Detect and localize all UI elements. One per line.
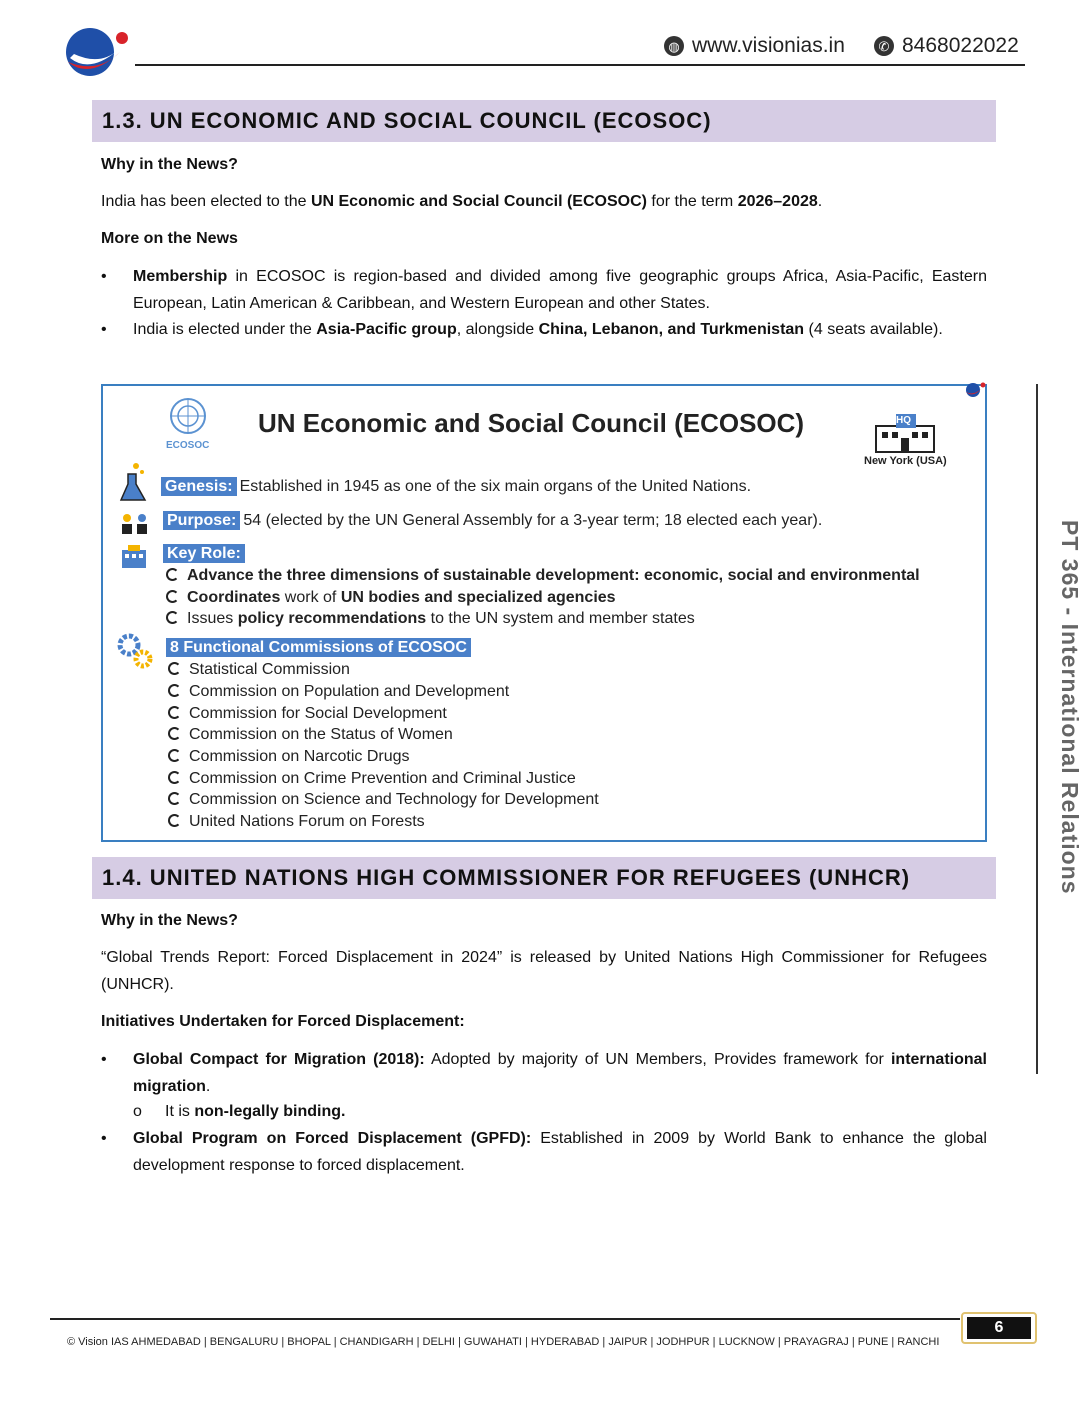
list-item: • Global Compact for Migration (2018): Adopted by majority of UN Members, Provides framework for international migration. <box>101 1051 987 1095</box>
bullet-arrow-icon <box>168 706 181 719</box>
bullet-arrow-icon <box>168 727 181 740</box>
ecosoc-logo-text: ECOSOC <box>166 440 210 451</box>
sub-list-item: o It is non-legally binding. <box>133 1103 346 1120</box>
key-role-label: Key Role: <box>163 544 245 563</box>
list-item: Commission on Crime Prevention and Criminal Justice <box>168 770 576 788</box>
list-item: Commission on Narcotic Drugs <box>168 748 410 766</box>
website-text: www.visionias.in <box>692 34 845 57</box>
initiatives-heading: Initiatives Undertaken for Forced Displacement: <box>101 1013 465 1030</box>
bullet-arrow-icon <box>168 814 181 827</box>
mini-logo-icon <box>963 380 987 398</box>
people-gear-icon <box>120 510 150 538</box>
bullet-arrow-icon <box>168 771 181 784</box>
footer-text: © Vision IAS AHMEDABAD | BENGALURU | BHOPAL | CHANDIGARH | DELHI | GUWAHATI | HYDERABAD | JAIPUR | JODHPUR | LUCKNOW | PRAYAGRAJ | PUNE | RANCHI <box>67 1336 940 1348</box>
list-item: • India is elected under the Asia-Pacific group, alongside China, Lebanon, and Turkmenistan (4 seats available). <box>101 321 943 338</box>
bullet-arrow-icon <box>168 684 181 697</box>
list-item: Commission on the Status of Women <box>168 726 453 744</box>
role-item: Issues policy recommendations to the UN system and member states <box>166 610 695 628</box>
bullet-arrow-icon <box>168 792 181 805</box>
list-item: Statistical Commission <box>168 661 350 679</box>
genesis-row: Genesis: Established in 1945 as one of the six main organs of the United Nations. <box>161 478 751 496</box>
gears-icon <box>116 632 154 670</box>
news-paragraph: “Global Trends Report: Forced Displacement in 2024” is released by United Nations High Commissioner for Refugees (UNHCR). <box>101 949 987 993</box>
bullet-arrow-icon <box>166 590 179 603</box>
role-item: Advance the three dimensions of sustainable development: economic, social and environmental <box>166 567 920 585</box>
bullet-arrow-icon <box>168 662 181 675</box>
phone-icon: ✆ <box>874 36 894 56</box>
phone-text: 8468022022 <box>902 34 1019 57</box>
key-role-row <box>163 545 245 563</box>
vision-ias-logo <box>60 22 134 78</box>
hq-location: New York (USA) <box>864 455 947 467</box>
list-item: Commission for Social Development <box>168 705 447 723</box>
genesis-label: Genesis: <box>161 477 237 496</box>
side-divider <box>1036 384 1038 1074</box>
footer-divider <box>50 1318 960 1320</box>
commissions-label: 8 Functional Commissions of ECOSOC <box>166 638 471 657</box>
bullet-arrow-icon <box>166 568 179 581</box>
header-divider <box>135 64 1025 66</box>
more-on-news-heading: More on the News <box>101 230 238 247</box>
list-item: Commission on Science and Technology for Development <box>168 791 599 809</box>
purpose-row: Purpose: 54 (elected by the UN General Assembly for a 3-year term; 18 elected each year). <box>163 512 822 530</box>
infographic-title: UN Economic and Social Council (ECOSOC) <box>258 408 805 438</box>
list-item: • Membership in ECOSOC is region-based and divided among five geographic groups Africa, Asia-Pacific, Eastern European, Latin American & Caribbean, and Western European and other States. <box>101 268 987 312</box>
list-item: Commission on Population and Development <box>168 683 509 701</box>
page-number-box <box>961 1312 1037 1344</box>
page-number: 6 <box>967 1317 1031 1339</box>
section-heading-unhcr: 1.4. UNITED NATIONS HIGH COMMISSIONER FOR REFUGEES (UNHCR) <box>92 857 996 899</box>
building-icon <box>120 544 148 570</box>
list-item: • Global Program on Forced Displacement (GPFD): Established in 2009 by World Bank to enhance the global development response to forced displacement. <box>101 1130 987 1174</box>
role-item: Coordinates work of UN bodies and specialized agencies <box>166 589 616 607</box>
purpose-label: Purpose: <box>163 511 240 530</box>
news-paragraph: India has been elected to the UN Economic and Social Council (ECOSOC) for the term 2026–2028. <box>101 193 823 210</box>
bullet-arrow-icon <box>168 749 181 762</box>
section-heading-ecosoc: 1.3. UN ECONOMIC AND SOCIAL COUNCIL (ECOSOC) <box>92 100 996 142</box>
side-tab-title: PT 365 - International Relations <box>1057 520 1083 895</box>
website-contact[interactable] <box>664 34 845 58</box>
phone-contact[interactable] <box>874 34 1019 58</box>
bullet-arrow-icon <box>166 611 179 624</box>
hq-badge: HQ <box>896 415 911 426</box>
globe-icon: ◍ <box>664 36 684 56</box>
flask-icon <box>118 462 148 504</box>
why-in-news-heading: Why in the News? <box>101 912 238 929</box>
list-item: United Nations Forum on Forests <box>168 813 425 831</box>
commissions-heading-row <box>166 639 471 657</box>
why-in-news-heading: Why in the News? <box>101 156 238 173</box>
